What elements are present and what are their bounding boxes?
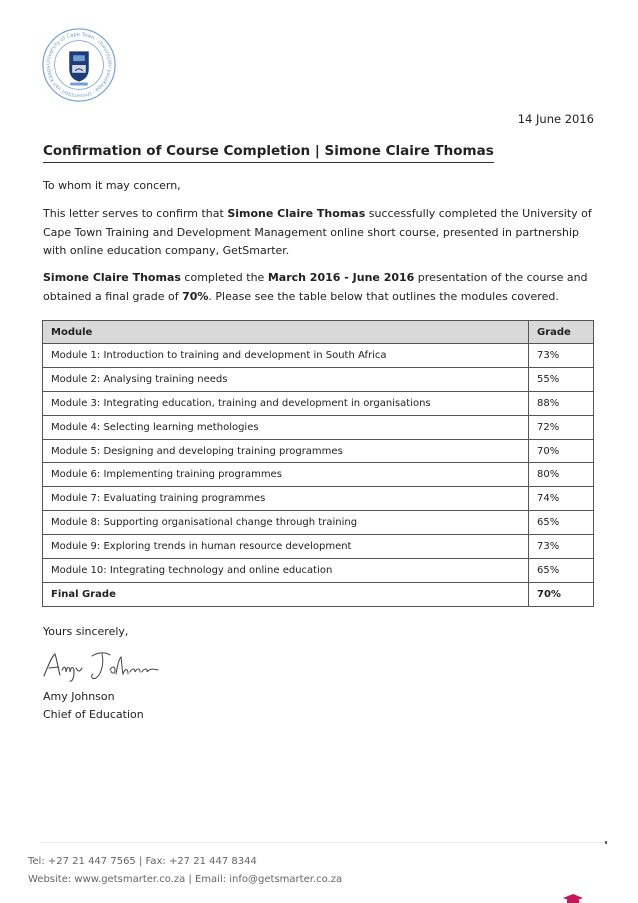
- module-name: Module 6: Implementing training programmes: [43, 463, 529, 487]
- p3-period: March 2016 - June 2016: [267, 271, 415, 284]
- grade-paragraph: [43, 269, 598, 306]
- module-grade: 73%: [529, 535, 594, 559]
- module-name: Module 9: Exploring trends in human resource development: [43, 535, 529, 559]
- module-grade: 55%: [529, 367, 594, 391]
- closing: Yours sincerely,: [43, 625, 129, 638]
- module-grade: 74%: [529, 487, 594, 511]
- module-name: Module 5: Designing and developing training programmes: [43, 439, 529, 463]
- header-grade: Grade: [529, 321, 594, 344]
- table-row: [43, 463, 594, 487]
- final-grade-value: 70%: [529, 582, 594, 606]
- table-row: [43, 439, 594, 463]
- confirmation-paragraph: [43, 205, 598, 261]
- signer-role: Chief of Education: [43, 708, 144, 721]
- module-name: Module 2: Analysing training needs: [43, 367, 529, 391]
- seal-text: University of Cape Town · iYunivesithi yaseKapa · Universiteit van Kaaps: [45, 31, 113, 99]
- p2-rest: successfully completed the University of Cape Town Training and Development Management online short course, presented in partnership with online education company, GetSmarter.: [43, 207, 592, 257]
- university-seal-logo: [40, 26, 118, 104]
- signer-name: Amy Johnson: [43, 690, 115, 703]
- table-row: [43, 415, 594, 439]
- handwritten-signature: [40, 648, 165, 684]
- signer-block: [43, 688, 144, 724]
- p3-end: . Please see the table below that outlines the modules covered.: [208, 289, 559, 303]
- table-row: [43, 367, 594, 391]
- p2-student-name: Simone Claire Thomas: [227, 207, 366, 220]
- final-grade-label: Final Grade: [43, 582, 529, 606]
- header-module: Module: [43, 321, 529, 344]
- module-grade: 72%: [529, 415, 594, 439]
- module-name: Module 8: Supporting organisational change through training: [43, 511, 529, 535]
- p3-grade: 70%: [182, 289, 209, 303]
- module-name: Module 3: Integrating education, training and development in organisations: [43, 391, 529, 415]
- salutation: To whom it may concern,: [43, 179, 181, 192]
- module-name: Module 1: Introduction to training and development in South Africa: [43, 344, 529, 368]
- table-row: [43, 559, 594, 583]
- p2-intro: This letter serves to confirm that: [43, 207, 228, 220]
- module-grade: 80%: [529, 463, 594, 487]
- footer-phone-fax: Tel: +27 21 447 7565 | Fax: +27 21 447 8344: [28, 856, 257, 867]
- letter-date: 14 June 2016: [517, 112, 594, 126]
- p3-mid2: presentation of the course and obtained a final grade of: [43, 271, 588, 303]
- crop-mark: [605, 841, 607, 844]
- modules-table: [42, 320, 594, 607]
- module-grade: 70%: [529, 439, 594, 463]
- graduation-cap-icon: [562, 893, 584, 903]
- module-name: Module 10: Integrating technology and online education: [43, 559, 529, 583]
- footer-contact: [28, 853, 342, 889]
- module-name: Module 4: Selecting learning methologies: [43, 415, 529, 439]
- table-row: [43, 511, 594, 535]
- table-header-row: [43, 321, 594, 344]
- letter-title: Confirmation of Course Completion | Simone Claire Thomas: [43, 143, 494, 163]
- module-grade: 65%: [529, 511, 594, 535]
- module-grade: 73%: [529, 344, 594, 368]
- module-grade: 65%: [529, 559, 594, 583]
- table-row: [43, 487, 594, 511]
- p3-student-name: Simone Claire Thomas: [43, 271, 181, 284]
- table-row: [43, 344, 594, 368]
- footer-divider: [40, 842, 608, 843]
- footer-web-email: Website: www.getsmarter.co.za | Email: info@getsmarter.co.za: [28, 874, 343, 885]
- p3-mid: completed the: [180, 271, 268, 284]
- table-row: [43, 391, 594, 415]
- final-grade-row: [43, 582, 594, 606]
- module-grade: 88%: [529, 391, 594, 415]
- table-row: [43, 535, 594, 559]
- module-name: Module 7: Evaluating training programmes: [43, 487, 529, 511]
